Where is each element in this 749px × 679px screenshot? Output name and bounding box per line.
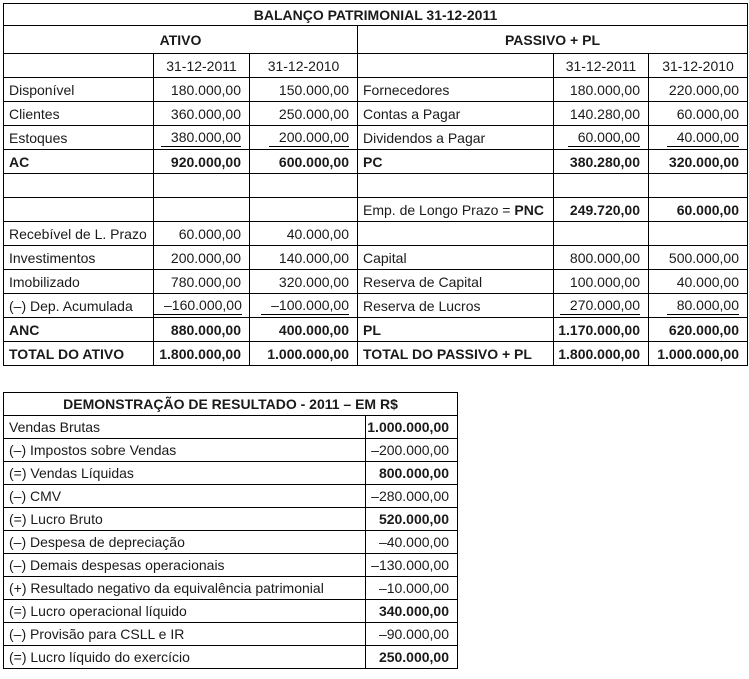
value-2011: 780.000,00 [154,270,250,294]
ativo-label-header-empty [4,54,154,78]
row-label: Clientes [4,102,154,126]
row-label: Reserva de Lucros [358,294,554,318]
year-header-row [4,54,748,78]
row-label: (–) Provisão para CSLL e IR [4,623,366,646]
table-row [4,416,458,439]
row-label: (–) Demais despesas operacionais [4,554,366,577]
table-row [4,439,458,462]
row-value: 340.000,00 [366,600,458,623]
table-row [4,531,458,554]
row-label: Imobilizado [4,270,154,294]
table-row [4,246,748,270]
row-label: (+) Resultado negativo da equivalência patrimonial [4,577,366,600]
table-row [4,485,458,508]
value-2010: 400.000,00 [250,318,358,342]
underlined-value: –100.000,00 [261,297,349,315]
table-row [4,222,748,246]
row-label: AC [4,150,154,174]
underlined-value: 270.000,00 [560,297,640,315]
row-value: –90.000,00 [366,623,458,646]
row-label: (=) Lucro operacional líquido [4,600,366,623]
income-statement-title: DEMONSTRAÇÃO DE RESULTADO - 2011 – EM R$ [4,393,458,416]
value-2011: 380.280,00 [554,150,649,174]
value-2010 [250,294,358,318]
row-label: (=) Lucro líquido do exercício [4,646,366,669]
value-2011: 200.000,00 [154,246,250,270]
value-2011 [554,126,649,150]
table-row [4,646,458,669]
row-label: Vendas Brutas [4,416,366,439]
row-label: PL [358,318,554,342]
value-2010: 620.000,00 [649,318,748,342]
value-2010: 140.000,00 [250,246,358,270]
table-row [4,78,748,102]
table-row [4,270,748,294]
underlined-value: 40.000,00 [667,129,739,147]
row-label: (=) Lucro Bruto [4,508,366,531]
subtotal-row [4,150,748,174]
value-2011: 180.000,00 [154,78,250,102]
row-value: –130.000,00 [366,554,458,577]
row-label: (=) Vendas Líquidas [4,462,366,485]
row-value: –10.000,00 [366,577,458,600]
balance-sheet-table [3,3,748,366]
table-row [4,554,458,577]
balance-sheet-title: BALANÇO PATRIMONIAL 31-12-2011 [4,4,748,26]
subtotal-row [4,318,748,342]
value-2011 [154,294,250,318]
value-2010: 320.000,00 [250,270,358,294]
row-value: 520.000,00 [366,508,458,531]
row-label: ANC [4,318,154,342]
value-2010 [250,126,358,150]
row-label: Dividendos a Pagar [358,126,554,150]
passivo-year-2010-header: 31-12-2010 [649,54,748,78]
row-label: TOTAL DO PASSIVO + PL [358,342,554,366]
income-statement-title-row [4,393,458,416]
row-label: Estoques [4,126,154,150]
passivo-year-2011-header: 31-12-2011 [554,54,649,78]
underlined-value: 80.000,00 [667,297,739,315]
empty-row [4,174,748,198]
table-row [4,294,748,318]
value-2010 [649,294,748,318]
row-value: 1.000.000,00 [366,416,458,439]
row-value: 800.000,00 [366,462,458,485]
underlined-value: –160.000,00 [154,297,242,315]
value-2010: 500.000,00 [649,246,748,270]
table-row [4,600,458,623]
value-2011: 140.280,00 [554,102,649,126]
value-2010: 600.000,00 [250,150,358,174]
row-value: –200.000,00 [366,439,458,462]
value-2011: 100.000,00 [554,270,649,294]
row-label: (–) Dep. Acumulada [4,294,154,318]
value-2010 [649,126,748,150]
table-row [4,126,748,150]
label-bold-part: PNC [514,201,544,218]
value-2010: 40.000,00 [649,270,748,294]
value-2011: 800.000,00 [554,246,649,270]
row-label: (–) CMV [4,485,366,508]
row-label: Contas a Pagar [358,102,554,126]
row-label: Investimentos [4,246,154,270]
value-2011: 60.000,00 [154,222,250,246]
value-2010: 1.000.000,00 [649,342,748,366]
row-label: TOTAL DO ATIVO [4,342,154,366]
value-2011: 880.000,00 [154,318,250,342]
value-2011: 180.000,00 [554,78,649,102]
table-row [4,198,748,222]
value-2010: 40.000,00 [250,222,358,246]
balance-sheet-title-row [4,4,748,26]
passivo-header: PASSIVO + PL [358,26,748,54]
total-row [4,342,748,366]
value-2011: 360.000,00 [154,102,250,126]
value-2011 [554,294,649,318]
underlined-value: 200.000,00 [269,129,349,147]
row-label [358,198,554,222]
table-row [4,623,458,646]
underlined-value: 380.000,00 [161,129,241,147]
ativo-year-2010-header: 31-12-2010 [250,54,358,78]
table-row [4,508,458,531]
row-value: 250.000,00 [366,646,458,669]
value-2011: 920.000,00 [154,150,250,174]
value-2011: 1.800.000,00 [154,342,250,366]
value-2010: 220.000,00 [649,78,748,102]
row-value: –280.000,00 [366,485,458,508]
value-2010: 60.000,00 [649,102,748,126]
row-label: Disponível [4,78,154,102]
row-label: Reserva de Capital [358,270,554,294]
value-2011: 1.170.000,00 [554,318,649,342]
underlined-value: 60.000,00 [568,129,640,147]
value-2011 [154,126,250,150]
value-2011: 1.800.000,00 [554,342,649,366]
value-2010: 60.000,00 [649,198,748,222]
ativo-header: ATIVO [4,26,358,54]
value-2011: 249.720,00 [554,198,649,222]
row-label: PC [358,150,554,174]
row-label: (–) Despesa de depreciação [4,531,366,554]
value-2010: 250.000,00 [250,102,358,126]
row-value: –40.000,00 [366,531,458,554]
table-row [4,102,748,126]
ativo-year-2011-header: 31-12-2011 [154,54,250,78]
passivo-label-header-empty [358,54,554,78]
table-row [4,462,458,485]
label-prefix: Emp. de Longo Prazo = [363,201,515,218]
row-label: Fornecedores [358,78,554,102]
value-2010: 320.000,00 [649,150,748,174]
value-2010: 150.000,00 [250,78,358,102]
row-label: (–) Impostos sobre Vendas [4,439,366,462]
table-row [4,577,458,600]
income-statement-table [3,392,458,669]
row-label: Capital [358,246,554,270]
value-2010: 1.000.000,00 [250,342,358,366]
balance-sheet-section-row [4,26,748,54]
row-label: Recebível de L. Prazo [4,222,154,246]
